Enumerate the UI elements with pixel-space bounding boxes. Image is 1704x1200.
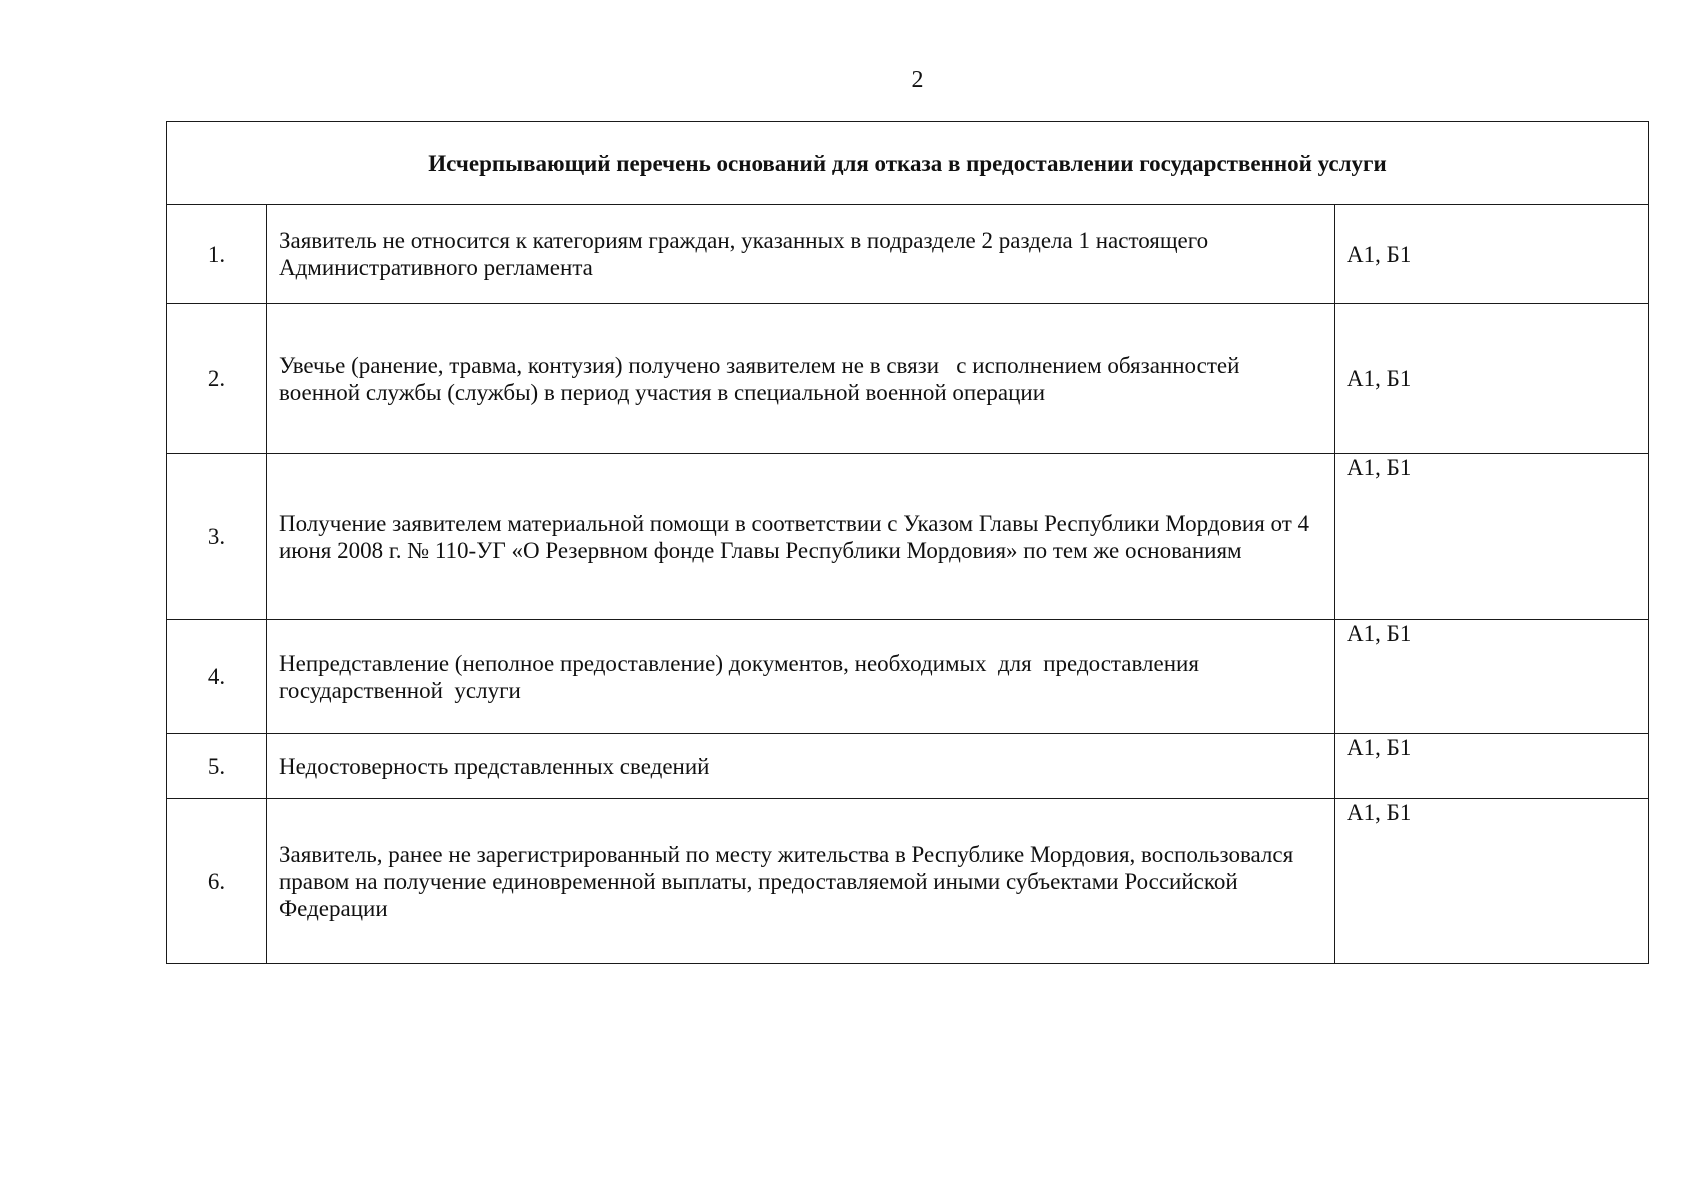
row-number: 2. — [167, 304, 267, 454]
row-text: Получение заявителем материальной помощи в соответствии с Указом Главы Республики Мордовия от 4 июня 2008 г. № 110-УГ «О Резервном фонде Главы Республики Мордовия» по тем же основаниям — [267, 454, 1335, 620]
row-code: А1, Б1 — [1335, 620, 1649, 734]
row-code: А1, Б1 — [1335, 454, 1649, 620]
refusal-grounds-table — [166, 121, 1649, 964]
page-number: 2 — [911, 67, 924, 93]
row-number: 3. — [167, 454, 267, 620]
row-number: 1. — [167, 205, 267, 304]
table-row — [167, 454, 1649, 620]
row-code: А1, Б1 — [1335, 734, 1649, 799]
row-text: Заявитель, ранее не зарегистрированный по месту жительства в Республике Мордовия, воспользовался правом на получение единовременной выплаты, предоставляемой иными субъектами Российской Федерации — [267, 799, 1335, 964]
row-number: 6. — [167, 799, 267, 964]
table-title: Исчерпывающий перечень оснований для отказа в предоставлении государственной услуги — [167, 122, 1649, 205]
row-text: Непредставление (неполное предоставление) документов, необходимых для предоставления государственной услуги — [267, 620, 1335, 734]
table-row — [167, 734, 1649, 799]
row-text: Заявитель не относится к категориям граждан, указанных в подразделе 2 раздела 1 настоящего Административного регламента — [267, 205, 1335, 304]
row-number: 5. — [167, 734, 267, 799]
row-text: Увечье (ранение, травма, контузия) получено заявителем не в связи с исполнением обязанностей военной службы (службы) в период участия в специальной военной операции — [267, 304, 1335, 454]
row-code: А1, Б1 — [1335, 205, 1649, 304]
row-number: 4. — [167, 620, 267, 734]
table-row — [167, 620, 1649, 734]
table-row — [167, 205, 1649, 304]
row-text: Недостоверность представленных сведений — [267, 734, 1335, 799]
row-code: А1, Б1 — [1335, 799, 1649, 964]
table-row — [167, 799, 1649, 964]
table-row — [167, 304, 1649, 454]
table-title-row — [167, 122, 1649, 205]
row-code: А1, Б1 — [1335, 304, 1649, 454]
